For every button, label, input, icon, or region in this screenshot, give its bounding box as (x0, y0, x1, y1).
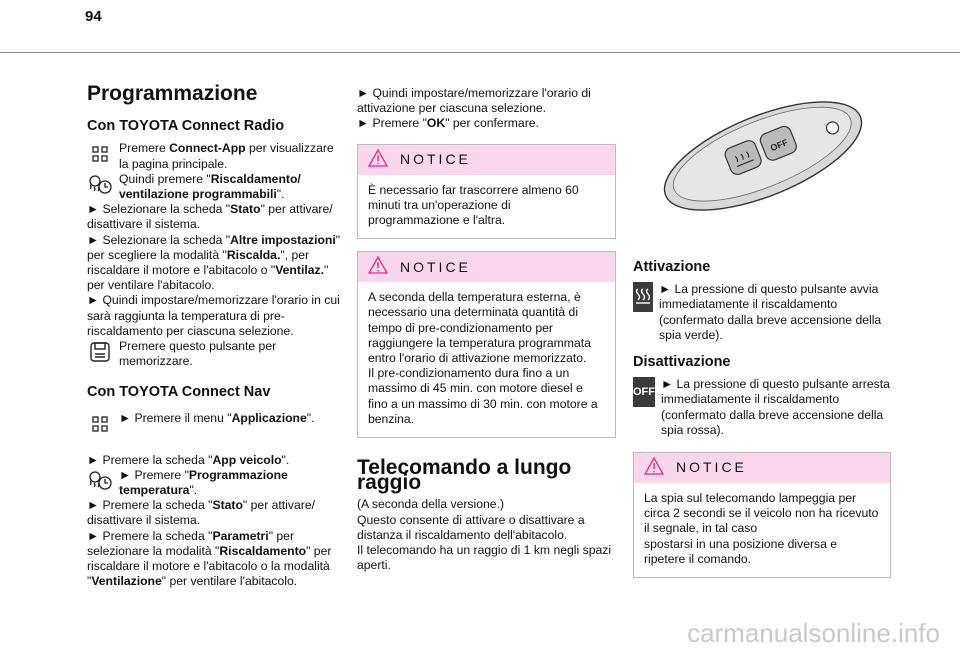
nav-step-stato: ► Premere la scheda "Stato" per attivare/ disattivare il sistema. (87, 498, 315, 528)
apps-grid-icon (87, 141, 113, 167)
step-orario-attivazione: ► Quindi impostare/memorizzare l'orario di attivazione per ciascuna selezione. (357, 86, 591, 116)
climate-timer-icon (87, 468, 113, 494)
notice-title: NOTICE (400, 258, 471, 275)
deactivation-heading: Disattivazione (633, 354, 731, 371)
nav-step-app-veicolo: ► Premere la scheda "App veicolo". (87, 452, 290, 467)
radio-heading: Con TOYOTA Connect Radio (87, 118, 285, 135)
notice-box-1: NOTICE È necessario far trascorrere almeno 60 minuti tra un'operazione di programmazione e l'altra. (357, 144, 616, 240)
remote-off-text: OFF (768, 137, 790, 154)
activation-heading: Attivazione (633, 259, 711, 275)
climate-timer-icon (87, 172, 113, 198)
notice-box-3: NOTICE La spia sul telecomando lampeggia per circa 2 secondi se il veicolo non ha ricevuto il segnale, in tal caso spostarsi in una posizione diversa e ripetere il comando. (633, 452, 891, 578)
save-icon (87, 339, 113, 365)
watermark: carmanualsonline.info (687, 618, 940, 648)
radio-step-save: Premere questo pulsante per memorizzare. (87, 339, 345, 369)
remote-control-illustration (633, 92, 891, 220)
column-3 (633, 86, 891, 590)
apps-grid-icon (87, 411, 113, 437)
warning-icon (368, 256, 388, 278)
nav-heading: Con TOYOTA Connect Nav (87, 384, 271, 401)
activation-block: ► La pressione di questo pulsante avvia immediatamente il riscaldamento (confermato dalla breve accensione della spia verde). (633, 282, 891, 343)
column-2: ► Quindi impostare/memorizzare l'orario di attivazione per ciascuna selezione. ► Premere "OK" per confermare. NOTICE È necessario far trascorrere almeno 60 minuti tra un'operazione di programmazione e l'altra. NOTICE A seconda della temperatura esterna, è necessario una determinata quantità di tempo di pre-condizionamento per raggiungere la temperatura programmata entro l'orario di attivazione memorizzato. Il pre-condizionamento dura fino a un massimo di 45 min. con motore diesel e fino a un massimo di 30 min. con motore a benzina. Telecomando a lungo raggio (A seconda della versione.) Questo consente di attivare o disattivare a distanza il riscaldamento dell'abitacolo. Il telecomando ha un raggio di 1 km negli spazi aperti. (357, 86, 616, 573)
off-button-icon: OFF (633, 377, 655, 407)
radio-step-connect-app: Premere Connect-App per visualizzare la pagina principale. (87, 141, 345, 171)
warning-icon (368, 149, 388, 171)
radio-step-altre: ► Selezionare la scheda "Altre impostazioni" per scegliere la modalità "Riscalda.", per riscaldare il motore e l'abitacolo o "Ventilaz." per ventilare l'abitacolo. (87, 232, 341, 293)
warning-icon (644, 457, 664, 479)
step-ok: ► Premere "OK" per confermare. (357, 116, 539, 131)
nav-step-programmazione: ► Premere "Programmazione temperatura". (87, 468, 345, 498)
notice-box-2: NOTICE A seconda della temperatura esterna, è necessario una determinata quantità di tempo di pre-condizionamento per raggiungere la temperatura programmata entro l'orario di attivazione memorizzato. Il pre-condizionamento dura fino a un massimo di 45 min. con motore diesel e fino a un massimo di 30 min. con motore a benzina. (357, 251, 616, 438)
nav-step-parametri: ► Premere la scheda "Parametri" per selezionare la modalità "Riscaldamento" per riscaldare il motore e l'abitacolo o la modalità "Ventilazione" per ventilare l'abitacolo. (87, 528, 332, 589)
notice-title: NOTICE (400, 151, 471, 167)
remote-heading: Telecomando a lungo raggio (357, 456, 572, 495)
nav-step-applicazione: ► Premere il menu "Applicazione". (87, 411, 345, 437)
heater-button-icon (633, 282, 653, 312)
notice-title: NOTICE (676, 459, 747, 476)
column-1 (87, 80, 345, 589)
radio-step-programmable: Quindi premere "Riscaldamento/ ventilazione programmabili". (87, 172, 345, 202)
section-title: Programmazione (87, 82, 258, 105)
page-number: 94 (85, 8, 102, 25)
deactivation-block: OFF ► La pressione di questo pulsante arresta immediatamente il riscaldamento (confermato dalla breve accensione della spia rossa). (633, 377, 890, 437)
radio-step-stato: ► Selezionare la scheda "Stato" per attivare/ disattivare il sistema. (87, 202, 333, 232)
header-divider (0, 52, 960, 53)
radio-step-orario: ► Quindi impostare/memorizzare l'orario in cui sarà raggiunta la temperatura di pre-riscaldamento per ciascuna selezione. (87, 293, 340, 338)
